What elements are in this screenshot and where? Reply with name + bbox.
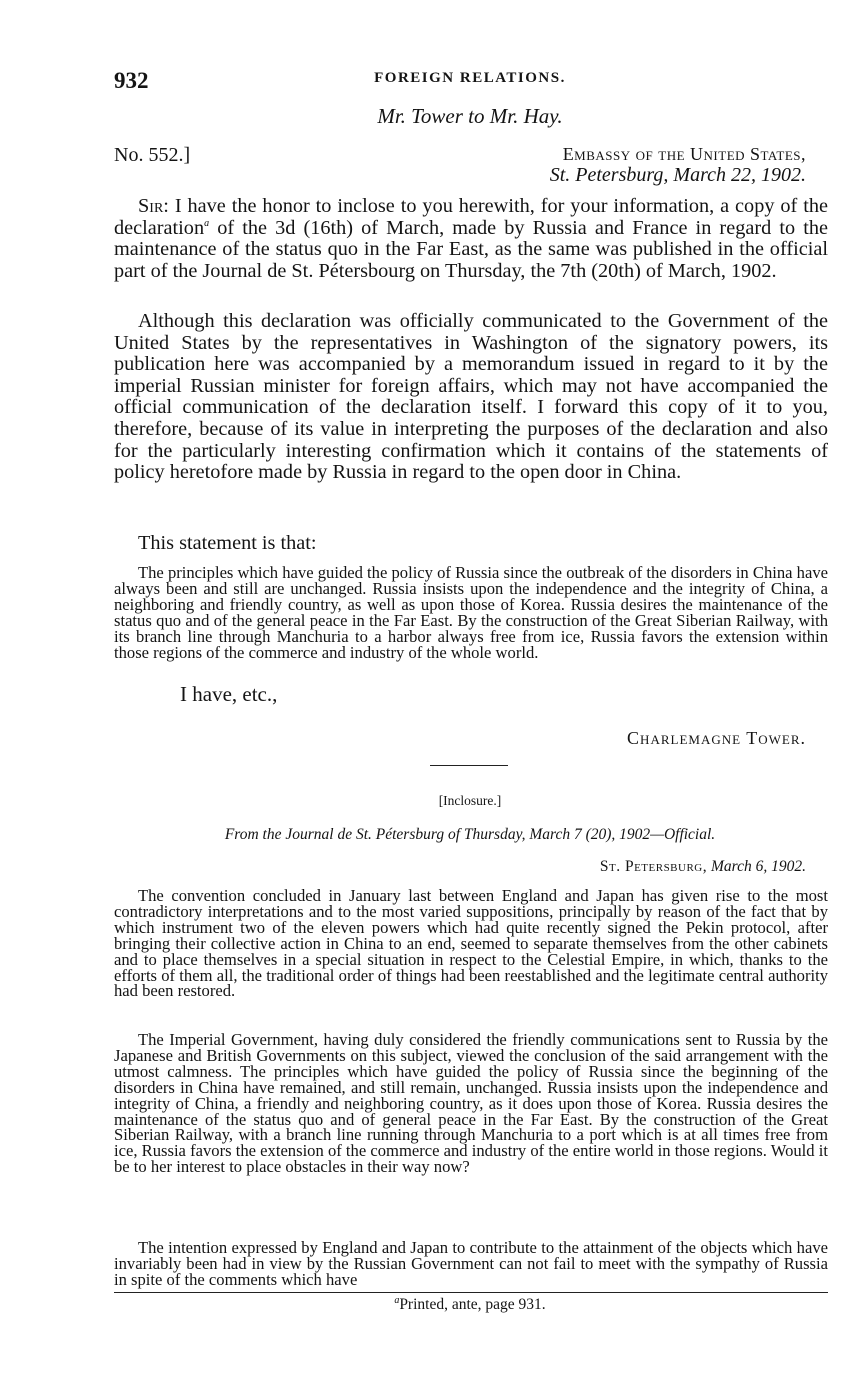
running-title: FOREIGN RELATIONS. <box>374 70 566 86</box>
inclosure-paragraph-1: The convention concluded in January last between England and Japan has given rise to the most contradictory interpretations and to the most varied suppositions, principally by reason of the fact that by which instrument two of the eleven powers which had quite recently signed the Pekin protocol, after bringing their collective action in China to an end, seemed to separate themselves from the other cabinets and to place themselves in a special situation in respect to the Celestial Empire, in which, thanks to the efforts of them all, the traditional order of things had been reestablished and the legitimate central authority had been restored. <box>114 886 828 1001</box>
letter-origin <box>563 144 806 165</box>
inclosure-paragraph-3: The intention expressed by England and Japan to contribute to the attainment of the objects which have invariably been had in view by the Russian Government can not fail to meet with the sympathy of Russia in spite of the comments which have <box>114 1238 828 1289</box>
letter-signature: Charlemagne Tower. <box>627 728 806 748</box>
inclosure-paragraph-2: The Imperial Government, having duly considered the friendly communications sent to Russia by the Japanese and British Governments on this subject, viewed the conclusion of the said arrangement with the utmost calmness. The principles which have guided the policy of Russia since the beginning of the disorders in China have remained, and still remain, unchanged. Russia insists upon the independence and integrity of China, a friendly and neighboring country, as it does upon those of Korea. Russia desires the maintenance of the status quo and of general peace in the Far East. By the construction of the Great Siberian Railway, with a branch line running through Manchuria to a port which is at all times free from ice, Russia favors the extension of the commerce and industry of the entire world in those regions. Would it be to her interest to place obstacles in their way now? <box>114 1030 828 1177</box>
footnote-marker: a <box>204 217 210 229</box>
inclosure-place: St. Petersburg, <box>599 858 708 875</box>
footnote-text: Printed, ante, page 931. <box>399 1296 546 1313</box>
letter-paragraph-1 <box>114 196 828 282</box>
letter-paragraph-2: Although this declaration was officially communicated to the Government of the United States by the representatives in Washington of the signatory powers, its publication here was accompanied by a memorandum issued in regard to it by the imperial Russian minister for foreign affairs, which may not have accompanied the official communication of the declaration itself. I forward this copy of it to you, therefore, because of its value in interpreting the purposes of the declaration and also for the particularly interesting confirmation which it contains of the statements of policy heretofore made by Russia in regard to the open door in China. <box>114 310 828 484</box>
page-number: 932 <box>114 68 149 93</box>
footnote-marker-bottom: a <box>394 1294 400 1306</box>
document-number: No. 552.] <box>114 144 191 166</box>
quoted-statement: The principles which have guided the policy of Russia since the outbreak of the disorders in China have always been and still are unchanged. Russia insists upon the independence and the integrity of China, a neighboring and friendly country, as well as upon those of Korea. Russia desires the maintenance of the status quo and of the general peace in the Far East. By the construction of the Great Siberian Railway, with its branch line through Manchuria to a harbor always free from ice, Russia favors the extension within those regions of the commerce and industry of the whole world. <box>114 563 828 662</box>
paragraph-1-part-a: I have the honor to inclose to you herewith, for your information, a copy of the declaration <box>114 195 828 239</box>
footnote <box>112 1296 828 1314</box>
paragraph-1-part-b: of the 3d (16th) of March, made by Russia and France in regard to the maintenance of the status quo in the Far East, as the same was published in the official part of the Journal de St. Pétersbourg on Thursday, the 7th (20th) of March, 1902. <box>114 216 828 282</box>
letter-place-date: St. Petersburg, March 22, 1902. <box>549 164 806 186</box>
inclosure-dateline <box>600 858 806 876</box>
salutation: Sir: <box>138 195 169 217</box>
letter-signoff: I have, etc., <box>180 682 278 706</box>
inclosure-label: [Inclosure.] <box>438 793 502 808</box>
footnote-rule <box>114 1292 828 1293</box>
section-divider <box>430 765 508 766</box>
letter-title: Mr. Tower to Mr. Hay. <box>377 104 563 128</box>
inclosure-source: From the Journal de St. Pétersburg of Thursday, March 7 (20), 1902—Official. <box>224 826 716 843</box>
origin-line-1: Embassy of the United States, <box>562 144 806 164</box>
inclosure-date: March 6, 1902. <box>711 858 806 875</box>
letter-paragraph-3: This statement is that: <box>138 532 317 554</box>
